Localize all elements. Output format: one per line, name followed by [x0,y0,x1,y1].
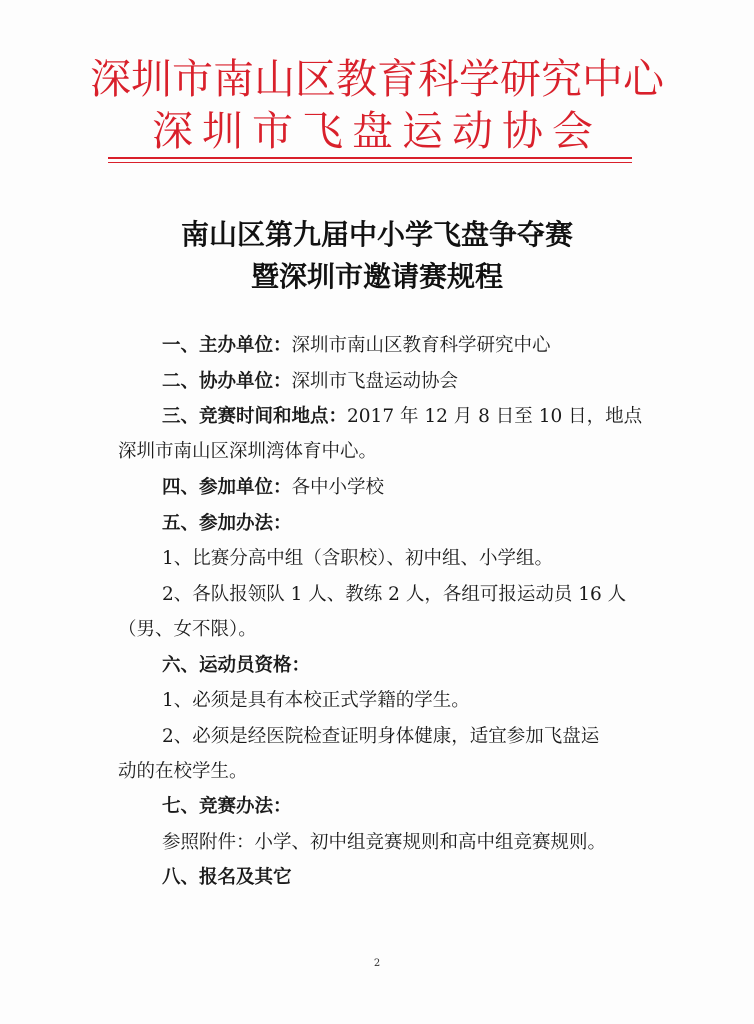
header-divider [108,157,632,159]
header-org-1: 深圳市南山区教育科学研究中心 [90,55,664,103]
section-6-item-2: 2、必须是经医院检查证明身体健康，适宜参加飞盘运 [162,726,600,747]
section-4-value: 各中小学校 [291,477,385,498]
section-4-label: 四、参加单位： [162,477,292,498]
section-5-label: 五、参加办法： [162,513,292,534]
section-3-value: 2017 年 12 月 8 日至 10 日，地点 [347,406,643,427]
section-6-label: 六、运动员资格： [162,655,311,676]
section-7-label: 七、竞赛办法： [162,796,292,817]
section-2-label: 二、协办单位： [162,371,292,392]
section-2 [162,370,458,394]
section-8-label: 八、报名及其它 [162,867,292,888]
section-3-continuation: 深圳市南山区深圳湾体育中心。 [118,441,378,462]
page-number: 2 [373,958,381,969]
section-3-label: 三、竞赛时间和地点： [162,406,348,427]
section-5-item-2: 2、各队报领队 1 人、教练 2 人，各组可报运动员 16 人 [162,584,627,605]
document-title-line-2: 暨深圳市邀请赛规程 [250,260,503,293]
header-org-2: 深圳市飞盘运动协会 [152,107,602,155]
section-6-item-2-continuation: 动的在校学生。 [118,761,248,782]
section-1 [162,334,551,358]
section-6-item-1: 1、必须是具有本校正式学籍的学生。 [162,690,470,711]
section-5-item-2-continuation: （男、女不限）。 [118,619,257,640]
document-title-line-1: 南山区第九届中小学飞盘争夺赛 [180,218,573,251]
section-3 [162,405,642,429]
section-2-value: 深圳市飞盘运动协会 [291,371,459,392]
section-1-value: 深圳市南山区教育科学研究中心 [291,335,551,356]
header-divider-thin [108,162,632,163]
section-7-value: 参照附件：小学、初中组竞赛规则和高中组竞赛规则。 [162,832,607,853]
section-1-label: 一、主办单位： [162,335,292,356]
section-4 [162,476,384,500]
section-5-item-1: 1、比赛分高中组（含职校）、初中组、小学组。 [162,548,554,569]
